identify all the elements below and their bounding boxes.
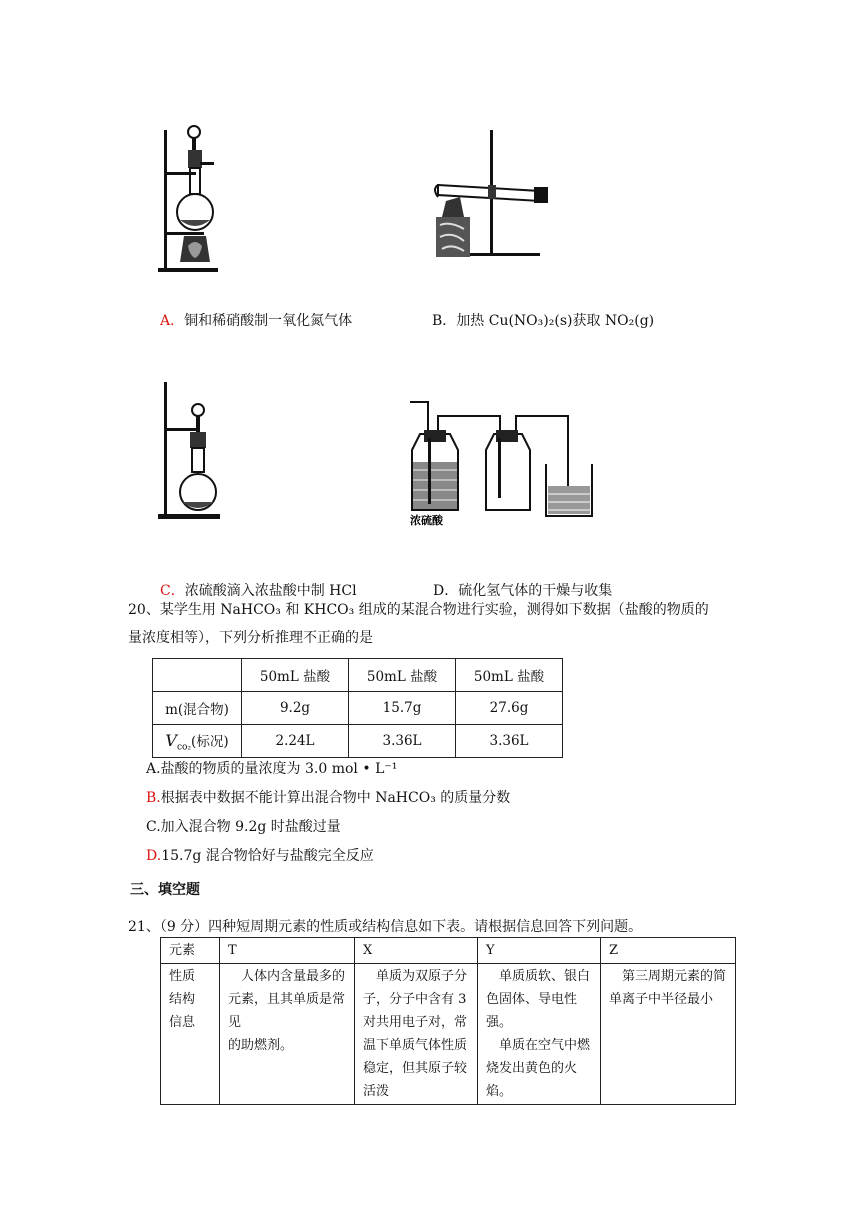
option-b bbox=[432, 311, 654, 331]
row-label-line: 性质 bbox=[169, 969, 196, 984]
option-text: 盐酸的物质的量浓度为 3.0 mol • L⁻¹ bbox=[160, 761, 398, 777]
q20-option-a bbox=[146, 759, 397, 779]
table-header-cell: Z bbox=[601, 938, 736, 964]
option-letter: B. bbox=[146, 790, 161, 806]
table-header-cell bbox=[153, 659, 242, 692]
table-row-label bbox=[161, 964, 220, 1105]
cell-line: 色固体、导电性强。 bbox=[486, 992, 578, 1030]
apparatus-b-image bbox=[430, 125, 560, 265]
table-row bbox=[161, 938, 736, 964]
option-text: 铜和稀硝酸制一氧化氮气体 bbox=[184, 313, 353, 329]
table-cell: 3.36L bbox=[349, 725, 456, 758]
table-row bbox=[153, 692, 563, 725]
table-row bbox=[161, 964, 736, 1105]
option-c bbox=[160, 581, 357, 601]
volume-suffix: (标况) bbox=[191, 733, 229, 750]
row-label-line: 信息 bbox=[169, 1015, 196, 1030]
cell-line: 单离子中半径最小 bbox=[609, 992, 714, 1007]
q20-stem-line2: 量浓度相等），下列分析推理不正确的是 bbox=[128, 630, 373, 646]
cell-line: 子，分子中含有 3 bbox=[363, 992, 467, 1007]
cell-line: 活泼 bbox=[363, 1084, 390, 1099]
cell-line: 的助燃剂。 bbox=[228, 1038, 294, 1053]
option-letter: B． bbox=[432, 313, 457, 329]
table-header-cell: 50mL 盐酸 bbox=[349, 659, 456, 692]
q20-stem-line1: 20、某学生用 NaHCO₃ 和 KHCO₃ 组成的某混合物进行实验，测得如下数据（盐酸的物质的 bbox=[128, 602, 709, 618]
table-header-cell: X bbox=[355, 938, 478, 964]
cell-line: 焰。 bbox=[486, 1084, 513, 1099]
option-letter: C． bbox=[160, 583, 185, 599]
table-row-label: m(混合物) bbox=[153, 692, 242, 725]
option-letter: A. bbox=[146, 761, 161, 777]
apparatus-c-image bbox=[152, 378, 252, 528]
option-text: 15.7g 混合物恰好与盐酸完全反应 bbox=[161, 848, 374, 864]
option-text: 加热 Cu(NO₃)₂(s)获取 NO₂(g) bbox=[456, 313, 655, 329]
cell-line: 第三周期元素的简 bbox=[609, 969, 727, 984]
q21-element-table bbox=[160, 937, 736, 1105]
cell-line: 单质为双原子分 bbox=[363, 969, 468, 984]
table-row bbox=[153, 659, 563, 692]
table-cell-z bbox=[601, 964, 736, 1105]
q21-stem: 21、（9 分）四种短周期元素的性质或结构信息如下表。请根据信息回答下列问题。 bbox=[128, 919, 643, 935]
cell-line: 对共用电子对，常 bbox=[363, 1015, 468, 1030]
cell-line: 单质在空气中燃 bbox=[486, 1038, 591, 1053]
apparatus-d-image bbox=[400, 390, 600, 530]
table-header-cell: T bbox=[220, 938, 355, 964]
q20-data-table bbox=[152, 658, 563, 758]
q20-option-c bbox=[146, 817, 341, 837]
option-letter: D. bbox=[146, 848, 162, 864]
cell-line: 元素，且其单质是常见 bbox=[228, 992, 346, 1030]
table-cell: 3.36L bbox=[456, 725, 563, 758]
option-letter: A． bbox=[160, 313, 185, 329]
q20-option-d bbox=[146, 846, 374, 866]
table-cell-t bbox=[220, 964, 355, 1105]
section-heading: 三、填空题 bbox=[130, 882, 200, 898]
table-header-cell: 50mL 盐酸 bbox=[456, 659, 563, 692]
option-text: 浓硫酸滴入浓盐酸中制 HCl bbox=[184, 583, 357, 599]
table-cell-y bbox=[478, 964, 601, 1105]
volume-symbol: V bbox=[165, 730, 177, 750]
table-cell: 9.2g bbox=[242, 692, 349, 725]
apparatus-d-label: 浓硫酸 bbox=[410, 514, 443, 527]
cell-line: 人体内含量最多的 bbox=[228, 969, 346, 984]
table-header-cell: 元素 bbox=[161, 938, 220, 964]
apparatus-a-image bbox=[150, 120, 250, 280]
option-text: 加入混合物 9.2g 时盐酸过量 bbox=[160, 819, 341, 835]
table-row bbox=[153, 725, 563, 758]
table-cell-x bbox=[355, 964, 478, 1105]
option-a bbox=[160, 311, 352, 331]
table-cell: 15.7g bbox=[349, 692, 456, 725]
table-cell: 2.24L bbox=[242, 725, 349, 758]
volume-subscript: co₂ bbox=[176, 742, 192, 753]
table-cell: 27.6g bbox=[456, 692, 563, 725]
table-header-cell: Y bbox=[478, 938, 601, 964]
option-text: 硫化氢气体的干燥与收集 bbox=[458, 583, 613, 599]
cell-line: 烧发出黄色的火 bbox=[486, 1061, 578, 1076]
option-letter: D． bbox=[433, 583, 459, 599]
table-header-cell: 50mL 盐酸 bbox=[242, 659, 349, 692]
option-d bbox=[433, 581, 612, 601]
cell-line: 温下单质气体性质 bbox=[363, 1038, 468, 1053]
q20-option-b bbox=[146, 788, 510, 808]
option-text: 根据表中数据不能计算出混合物中 NaHCO₃ 的质量分数 bbox=[160, 790, 511, 806]
cell-line: 稳定，但其原子较 bbox=[363, 1061, 468, 1076]
cell-line: 单质质软、银白 bbox=[486, 969, 591, 984]
table-row-label bbox=[153, 725, 242, 758]
option-letter: C. bbox=[146, 819, 161, 835]
row-label-line: 结构 bbox=[169, 992, 196, 1007]
